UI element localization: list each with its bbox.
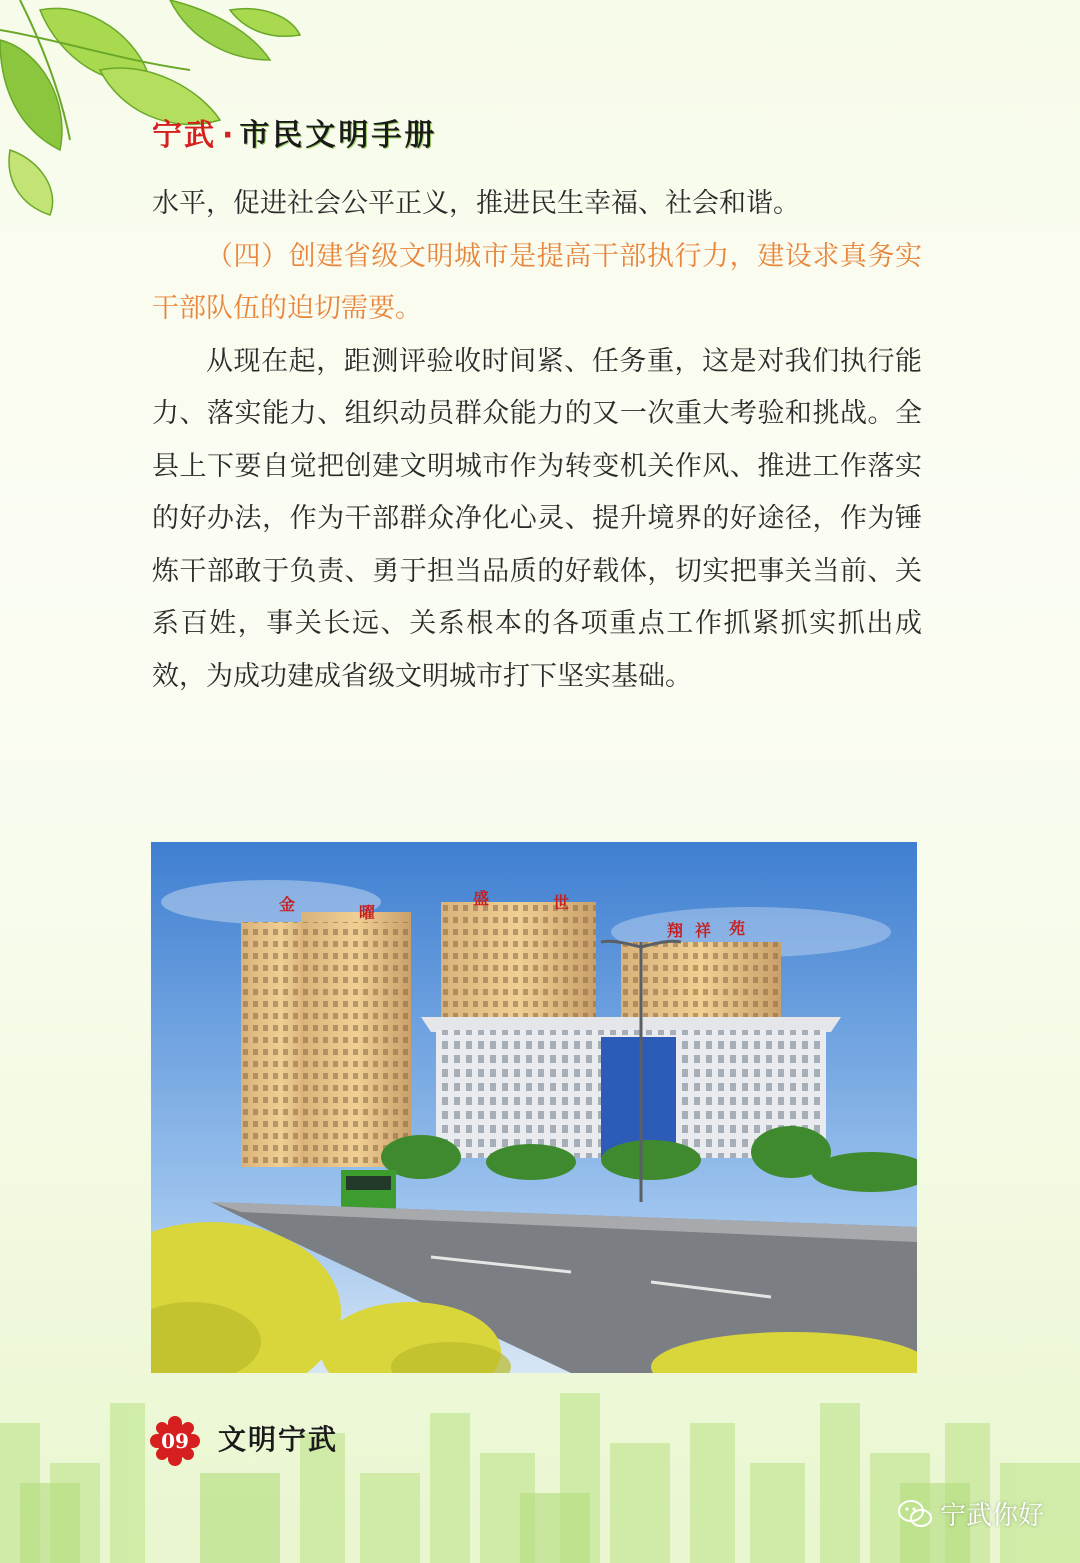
wechat-icon — [898, 1500, 932, 1528]
header-subtitle: 市民文明手册 — [239, 118, 438, 153]
page-number-badge — [150, 1416, 200, 1466]
paragraph-body: 从现在起，距测评验收时间紧、任务重，这是对我们执行能力、落实能力、组织动员群众能力的又一次重大考验和挑战。全县上下要自觉把创建文明城市作为转变机关作风、推进工作落实的好办法，作为干部群众净化心灵、提升境界的好途径，作为锤炼干部敢于负责、勇于担当品质的好载体，切实把事关当前、关系百姓，事关长远、关系根本的各项重点工作抓紧抓实抓出成效，为成功建成省级文明城市打下坚实基础。 — [152, 345, 922, 692]
building-sign: 曜 — [359, 903, 376, 922]
building-sign: 苑 — [729, 919, 746, 938]
building-sign: 祥 — [695, 921, 712, 940]
page-header — [152, 110, 437, 154]
watermark-text: 宁武你好 — [939, 1501, 1044, 1531]
account-watermark — [898, 1495, 1044, 1532]
article-body — [152, 178, 922, 703]
section-heading-4: （四）创建省级文明城市是提高干部执行力，建设求真务实干部队伍的迫切需要。 — [152, 240, 922, 324]
building-sign: 翔 — [667, 921, 684, 940]
paragraph-continuation: 水平，促进社会公平正义，推进民生幸福、社会和谐。 — [152, 188, 800, 219]
header-brand: 宁武 — [152, 118, 216, 153]
building-sign: 盛 — [473, 889, 490, 908]
header-separator: · — [222, 118, 234, 153]
building-sign: 金 — [279, 895, 296, 914]
page-number: 09 — [161, 1429, 189, 1453]
footer-title: 文明宁武 — [218, 1423, 339, 1456]
building-sign: 世 — [553, 893, 570, 912]
city-buildings-photo — [151, 842, 917, 1373]
